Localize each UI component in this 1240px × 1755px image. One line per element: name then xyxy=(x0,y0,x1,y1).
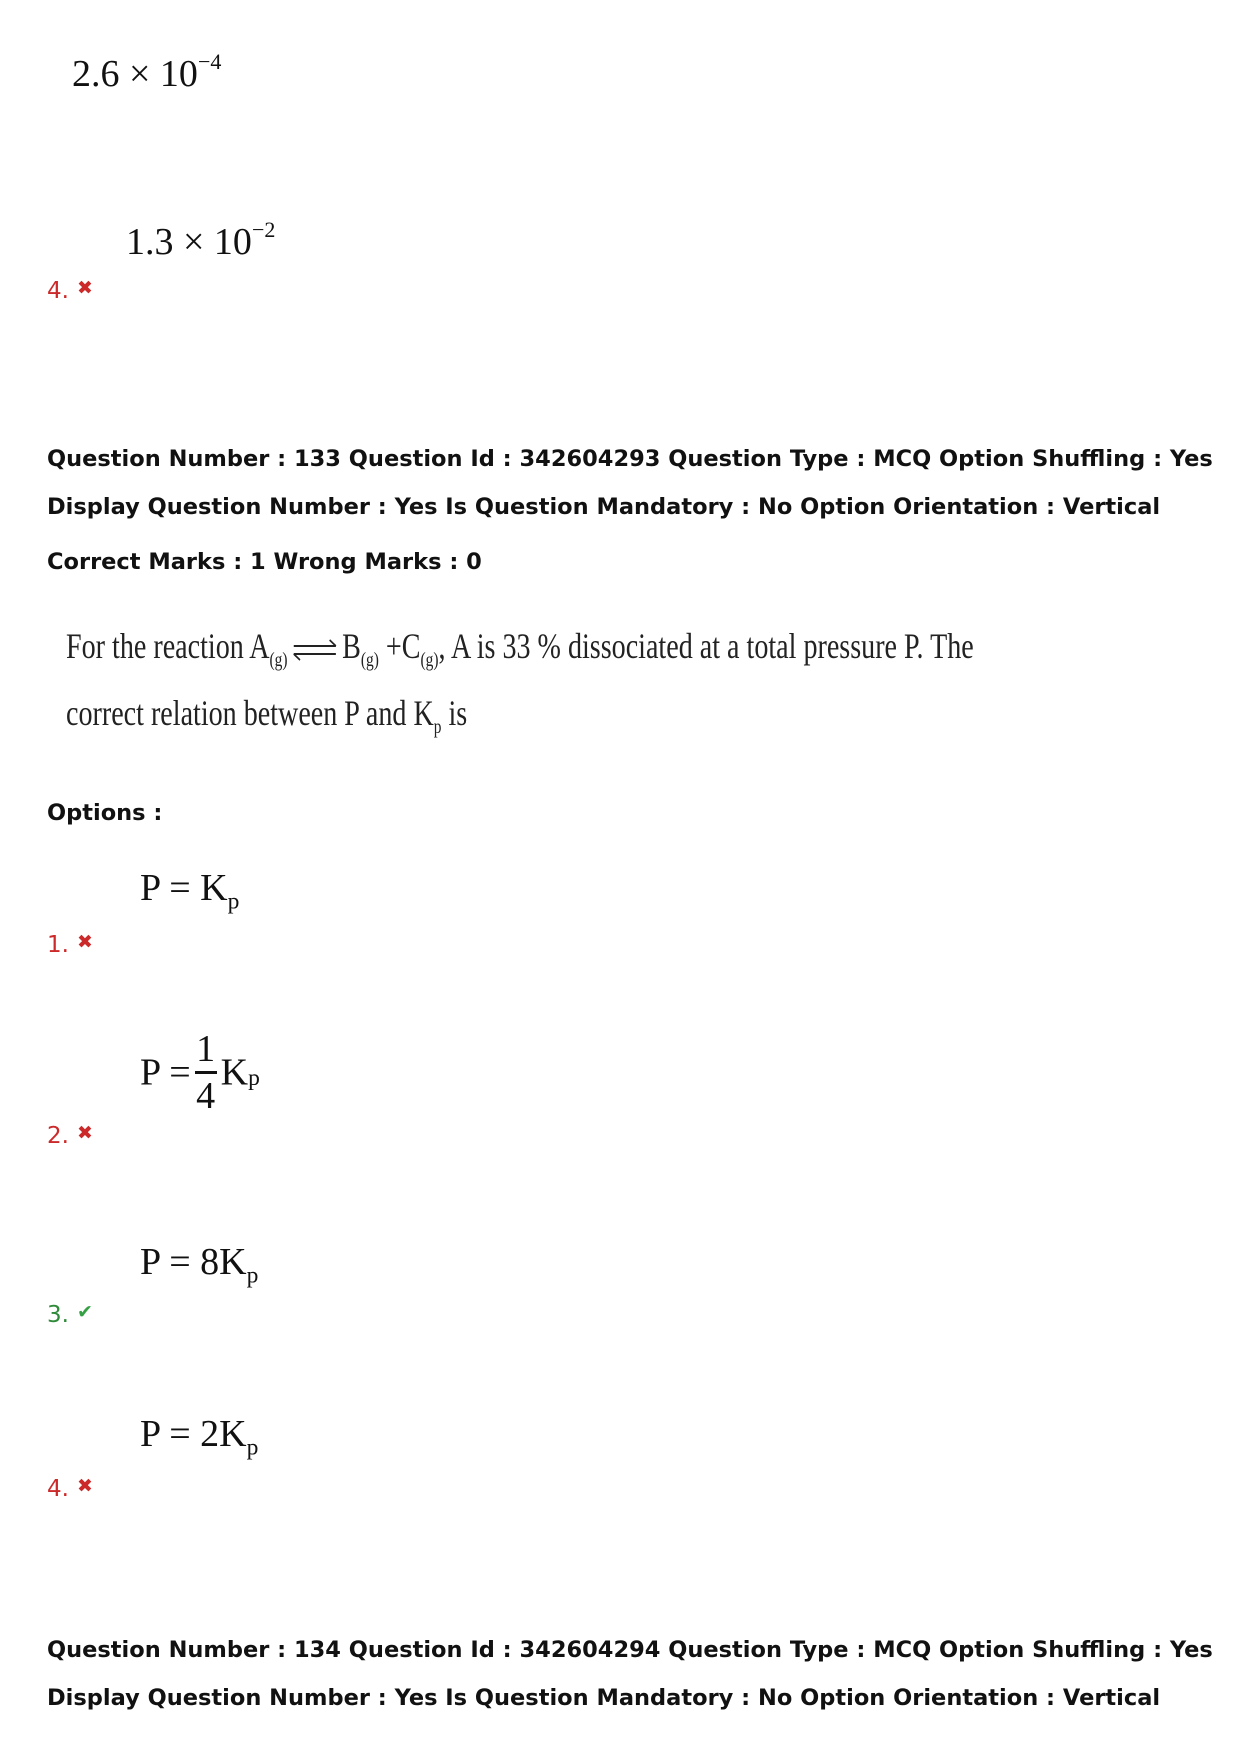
cross-icon: ✖ xyxy=(76,1475,93,1497)
option-3-formula: $P = 8K_p$ xyxy=(140,1241,259,1289)
option-1-formula: $P = K_p$ xyxy=(140,867,240,915)
prev-option-3-formula xyxy=(72,49,222,96)
fraction-bar xyxy=(195,1071,217,1074)
checkmark-icon: ✔ xyxy=(76,1301,93,1323)
option-4-formula: $P = 2K_p$ xyxy=(140,1413,259,1461)
prev-option-4-base: 1.3 × 10 xyxy=(126,221,252,263)
option-2-formula: P = $\frac{1}{4}$ $K_p$ xyxy=(140,1028,260,1117)
option-2-number: 2. xyxy=(47,1123,69,1149)
prev-option-4-exponent: −2 xyxy=(251,217,276,243)
cross-icon: ✖ xyxy=(76,1122,93,1144)
q133-question-line-2: correct relation between P and $K_p$ is xyxy=(66,693,468,739)
option-3-label xyxy=(47,1302,93,1328)
option-2-label xyxy=(47,1123,93,1149)
q134-meta-line-2: Display Question Number : Yes Is Question Mandatory : No Option Orientation : Vertical xyxy=(47,1685,1161,1711)
prev-option-4-label xyxy=(47,278,93,304)
q134-meta-line-1: Question Number : 134 Question Id : 342604294 Question Type : MCQ Option Shuffling : Yes xyxy=(47,1637,1213,1663)
option-4-label xyxy=(47,1476,93,1502)
options-label: Options : xyxy=(47,800,163,826)
prev-option-4-number: 4. xyxy=(47,278,69,304)
q133-question-text xyxy=(66,620,974,754)
option-4-number: 4. xyxy=(47,1476,69,1502)
q133-meta-line-3: Correct Marks : 1 Wrong Marks : 0 xyxy=(47,549,482,575)
fraction-numerator: 1 xyxy=(196,1028,216,1070)
fraction-denominator: 4 xyxy=(196,1075,216,1117)
option-3-number: 3. xyxy=(47,1302,69,1328)
q133-meta-line-2: Display Question Number : Yes Is Question Mandatory : No Option Orientation : Vertical xyxy=(47,494,1161,520)
prev-option-3-base: 2.6 × 10 xyxy=(72,53,198,95)
cross-icon: ✖ xyxy=(76,277,93,299)
fraction xyxy=(195,1030,217,1115)
option-1-label xyxy=(47,932,93,958)
q133-meta-line-1: Question Number : 133 Question Id : 342604293 Question Type : MCQ Option Shuffling : Yes xyxy=(47,446,1213,472)
prev-option-4-formula xyxy=(126,217,276,264)
option-1-number: 1. xyxy=(47,932,69,958)
equilibrium-arrow-icon xyxy=(291,639,339,661)
prev-option-3-exponent: −4 xyxy=(197,49,222,75)
cross-icon: ✖ xyxy=(76,931,93,953)
q133-question-line-1: For the reaction $A_{(g)}$ $B_{(g)} +C_{(g)}$, A is 33 % dissociated at a total pressure P. The xyxy=(66,626,974,672)
